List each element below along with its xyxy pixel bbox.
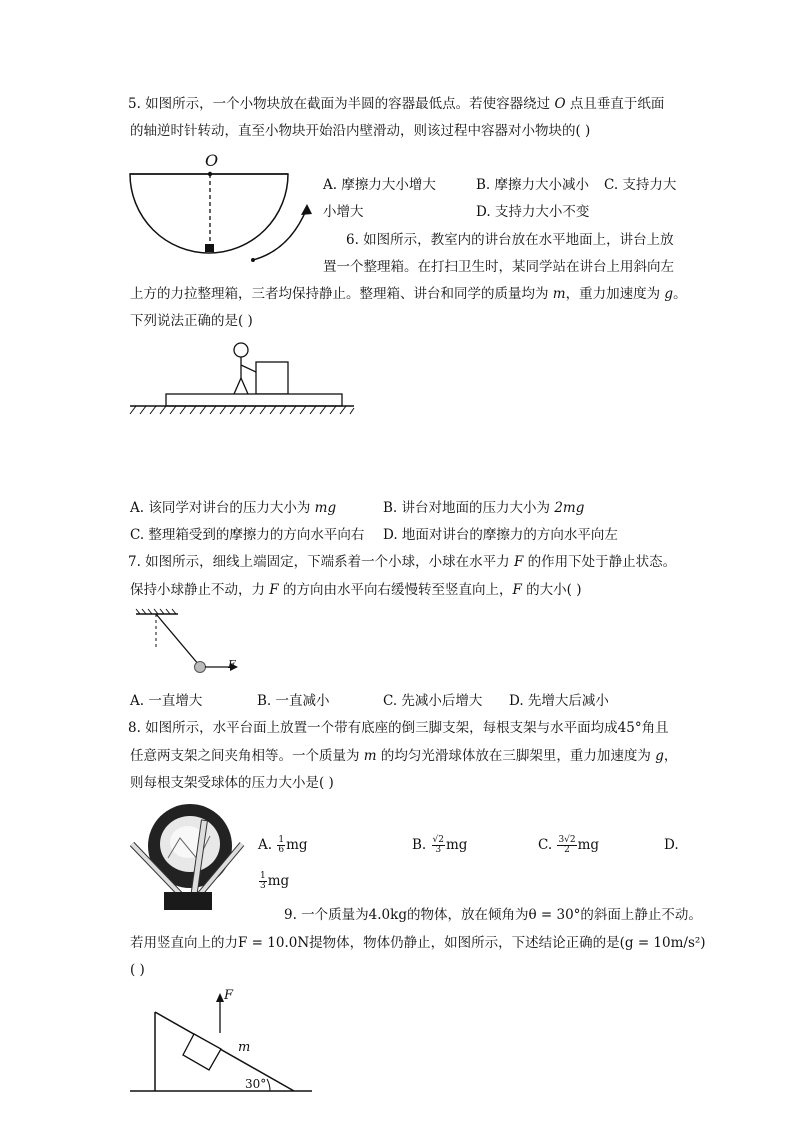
q9-stem-line1: 9. 一个质量为4.0kg的物体，放在倾角为θ = 30°的斜面上静止不动。 (284, 907, 702, 923)
q6-option-d: D. 地面对讲台的摩擦力的方向水平向左 (383, 527, 618, 543)
q7-option-b: B. 一直减小 (257, 693, 330, 709)
q6-stem-line1: 6. 如图所示，教室内的讲台放在水平地面上，讲台上放 (346, 232, 674, 248)
q8-option-a: A. $\frac{1}{6}$ mg (258, 835, 308, 855)
q7-option-a: A. 一直增大 (130, 693, 203, 709)
q9-fig-label-angle: 30° (245, 1077, 267, 1091)
q5-option-d: D. 支持力大小不变 (476, 204, 590, 220)
q6-option-b: B. 讲台对地面的压力大小为 2mg (383, 500, 585, 516)
q5-option-c-cont: 小增大 (323, 204, 364, 220)
q8-stem-line2: 任意两支架之间夹角相等。一个质量为 m 的均匀光滑球体放在三脚架里，重力加速度为 g， (130, 748, 678, 764)
q5-option-c: C. 支持力大 (604, 177, 677, 193)
q8-option-b: B. $\frac{√2}{3}$ mg (412, 835, 468, 855)
q6-stem-line2: 置一个整理箱。在打扫卫生时，某同学站在讲台上用斜向左 (323, 259, 674, 275)
q7-stem-line2: 保持小球静止不动，力 F 的方向由水平向右缓慢转至竖直向上，F 的大小( ) (130, 582, 582, 598)
q8-stem-line3: 则每根支架受球体的压力大小是( ) (130, 775, 334, 791)
q6-stem-line4: 下列说法正确的是( ) (130, 313, 253, 329)
q9-stem-line2: 若用竖直向上的力F = 10.0N提物体，物体仍静止，如图所示，下述结论正确的是(g = 10m/s²) (130, 935, 706, 951)
q5-option-a: A. 摩擦力大小增大 (323, 177, 436, 193)
q9-fig-label-F: F (224, 988, 234, 1003)
q8-option-d-value: $\frac{1}{3}$ mg (260, 871, 290, 891)
q6-stem-line3: 上方的力拉整理箱，三者均保持静止。整理箱、讲台和同学的质量均为 m，重力加速度为 g。 (130, 286, 687, 302)
q8-option-d: D. (664, 837, 679, 853)
q6-option-a: A. 该同学对讲台的压力大小为 mg (130, 500, 337, 516)
q5-stem-line1: 5. 如图所示，一个小物块放在截面为半圆的容器最低点。若使容器绕过 O 点且垂直于纸面 (128, 96, 665, 112)
q8-stem-line1: 8. 如图所示，水平台面上放置一个带有底座的倒三脚支架，每根支架与水平面均成45°角且 (128, 720, 669, 736)
q6-option-c: C. 整理箱受到的摩擦力的方向水平向右 (130, 527, 365, 543)
q5-option-b: B. 摩擦力大小减小 (476, 177, 590, 193)
q8-figure (128, 798, 253, 913)
q7-option-d: D. 先增大后减小 (509, 693, 609, 709)
q5-figure (125, 150, 315, 270)
q9-figure (128, 985, 318, 1105)
q6-figure (128, 340, 358, 425)
q7-option-c: C. 先减小后增大 (383, 693, 483, 709)
q9-fig-label-m: m (238, 1040, 251, 1055)
q5-stem-line2: 的轴逆时针转动，直至小物块开始沿内壁滑动，则该过程中容器对小物块的( ) (130, 123, 591, 139)
q8-option-c: C. $\frac{3√2}{2}$ mg (538, 835, 600, 855)
q7-fig-label-F: F (228, 658, 236, 671)
q9-stem-line3: ( ) (130, 962, 145, 978)
q7-stem-line1: 7. 如图所示，细线上端固定，下端系着一个小球，小球在水平力 F 的作用下处于静止状态。 (128, 554, 677, 570)
q5-fig-label-O: O (205, 151, 219, 170)
